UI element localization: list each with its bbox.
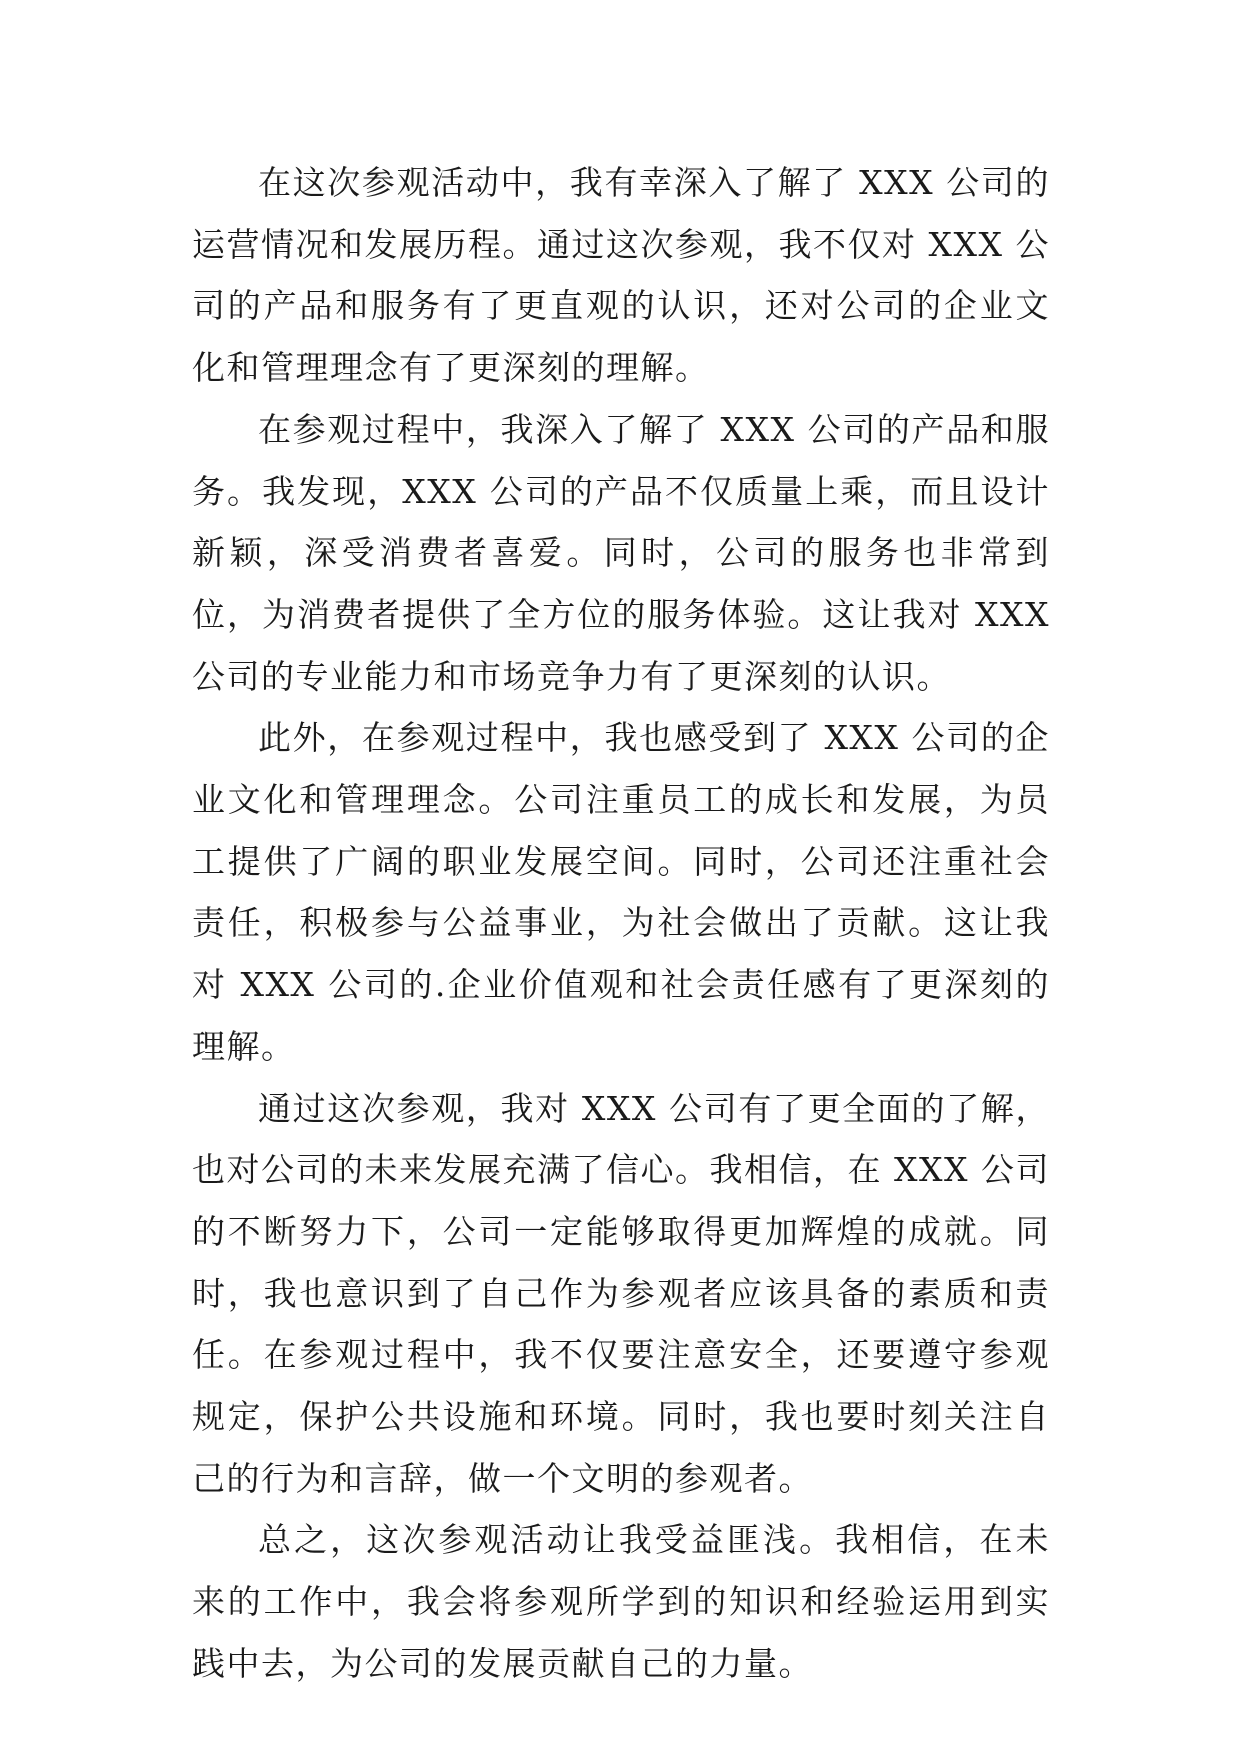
paragraph-3: 此外，在参观过程中，我也感受到了 XXX 公司的企业文化和管理理念。公司注重员工的成长和发展，为员工提供了广阔的职业发展空间。同时，公司还注重社会责任，积极参与公益事业，为社会做出了贡献。这让我对 XXX 公司的.企业价值观和社会责任感有了更深刻的理解。	[192, 718, 1050, 1066]
paragraph-2: 在参观过程中，我深入了解了 XXX 公司的产品和服务。我发现，XXX 公司的产品不仅质量上乘，而且设计新颖，深受消费者喜爱。同时，公司的服务也非常到位，为消费者提供了全方位的服务体验。这让我对 XXX 公司的专业能力和市场竞争力有了更深刻的认识。	[192, 409, 1050, 696]
document-body	[192, 152, 1050, 1695]
paragraph-4: 通过这次参观，我对 XXX 公司有了更全面的了解，也对公司的未来发展充满了信心。我相信，在 XXX 公司的不断努力下，公司一定能够取得更加辉煌的成就。同时，我也意识到了自己作为参观者应该具备的素质和责任。在参观过程中，我不仅要注意安全，还要遵守参观规定，保护公共设施和环境。同时，我也要时刻关注自己的行为和言辞，做一个文明的参观者。	[192, 1088, 1050, 1498]
paragraph-1: 在这次参观活动中，我有幸深入了解了 XXX 公司的运营情况和发展历程。通过这次参观，我不仅对 XXX 公司的产品和服务有了更直观的认识，还对公司的企业文化和管理理念有了更深刻的理解。	[192, 163, 1050, 388]
paragraph-5: 总之，这次参观活动让我受益匪浅。我相信，在未来的工作中，我会将参观所学到的知识和经验运用到实践中去，为公司的发展贡献自己的力量。	[192, 1520, 1050, 1683]
